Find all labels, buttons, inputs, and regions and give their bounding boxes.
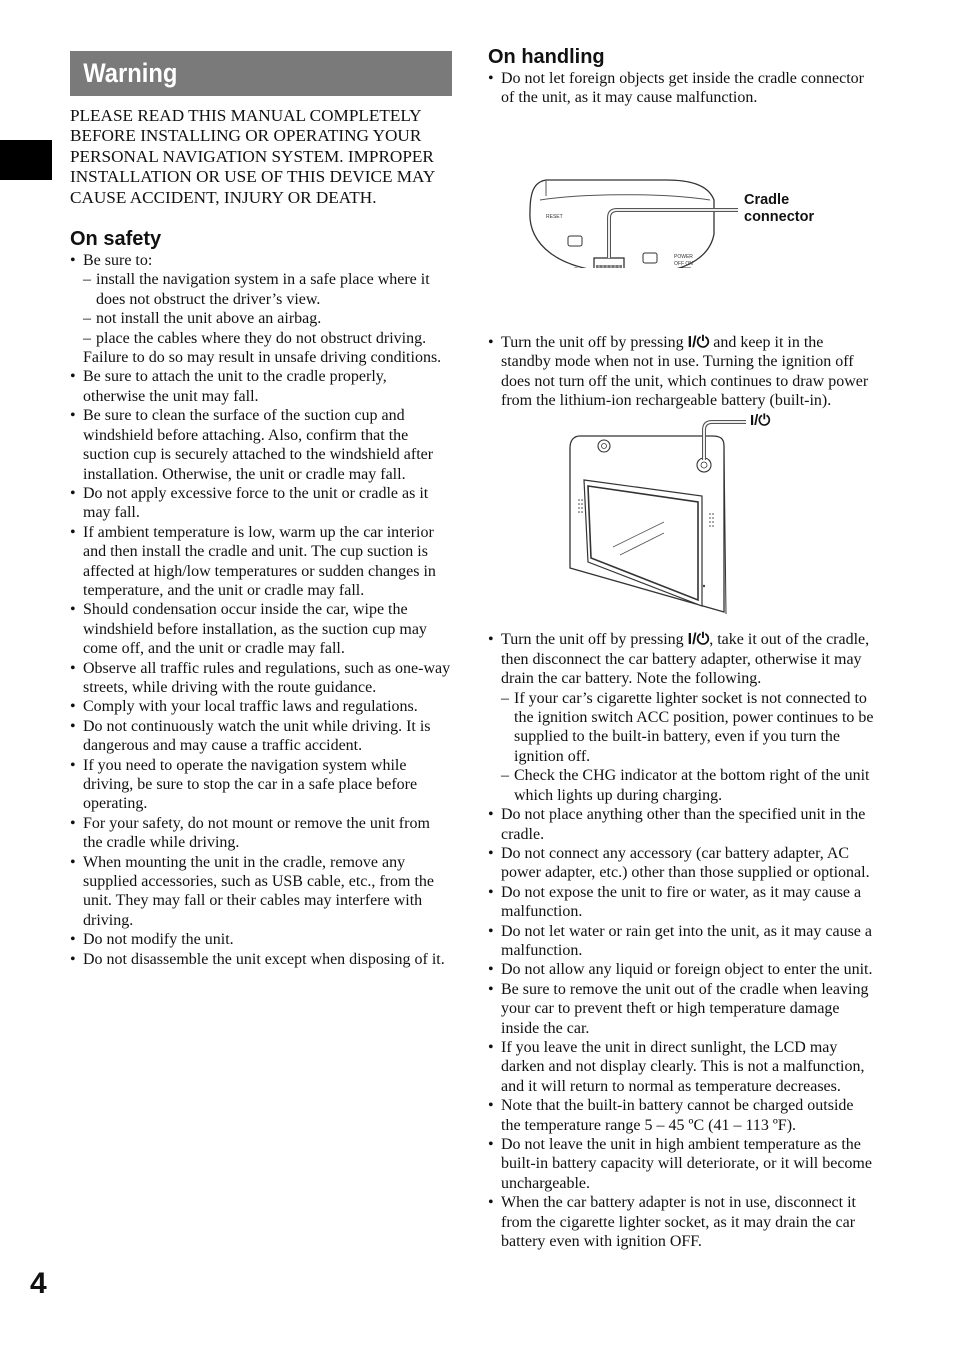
page-number: 4 <box>30 1267 47 1300</box>
reset-tiny-label: RESET <box>546 213 563 220</box>
list-item: • Do not continuously watch the unit while driving. It is dangerous and may cause a traffic accident. <box>70 717 452 756</box>
warning-banner <box>70 51 452 96</box>
power-icon: I/⏻ <box>687 631 710 649</box>
cradle-connector-figure <box>488 108 874 268</box>
list-item: • Do not allow any liquid or foreign object to enter the unit. <box>488 960 874 979</box>
callout-line-2: connector <box>744 209 815 226</box>
callout-line-1: Cradle <box>744 191 790 208</box>
handling-list-top <box>488 69 874 108</box>
list-item: • Comply with your local traffic laws and regulations. <box>70 697 452 716</box>
list-item: • Observe all traffic rules and regulations, such as one-way streets, while driving with the route guidance. <box>70 659 452 698</box>
list-item <box>70 251 452 367</box>
list-item: • Do not place anything other than the specified unit in the cradle. <box>488 805 874 844</box>
list-item: • Note that the built-in battery cannot be charged outside the temperature range 5 – 45 ºC (41 – 113 ºF). <box>488 1096 874 1135</box>
list-item: • Do not connect any accessory (car battery adapter, AC power adapter, etc.) other than those supplied or optional. <box>488 844 874 883</box>
list-item: • Do not apply excessive force to the unit or cradle as it may fall. <box>70 484 452 523</box>
list-item <box>488 333 874 411</box>
item-text-pre: Turn the unit off by pressing <box>501 333 688 351</box>
list-item: • For your safety, do not mount or remove the unit from the cradle while driving. <box>70 814 452 853</box>
list-item: • When the car battery adapter is not in use, disconnect it from the cigarette lighter socket, as it may drain the car battery even with ignition OFF. <box>488 1193 874 1251</box>
list-item: • Be sure to attach the unit to the cradle properly, otherwise the unit may fall. <box>70 367 452 406</box>
list-item: • If you need to operate the navigation system while driving, be sure to stop the car in a safe place before operating. <box>70 756 452 814</box>
be-sure-sublist <box>83 270 452 348</box>
safety-list <box>70 251 452 969</box>
list-item: • Do not expose the unit to fire or water, as it may cause a malfunction. <box>488 883 874 922</box>
handling-list-mid <box>488 333 874 411</box>
right-column <box>488 45 874 1251</box>
left-column <box>70 51 452 969</box>
cradle-connector-callout <box>744 192 814 227</box>
list-item <box>488 630 874 805</box>
item-text-post: and keep it in the standby mode when not in use. Turning the ignition off does not turn off the unit, which continues to draw power from the lithium-ion rechargeable battery (built-in). <box>501 333 869 410</box>
handling-list-bottom <box>488 630 874 1251</box>
list-item: • If you leave the unit in direct sunlight, the LCD may darken and not display clearly. This is not a malfunction, and it will return to normal as temperature decreases. <box>488 1038 874 1096</box>
sub-list-item: – If your car’s cigarette lighter socket is not connected to the ignition switch ACC position, power continues to be supplied to the built-in battery, even if you turn the ignition off. <box>501 689 874 767</box>
on-safety-heading: On safety <box>70 228 162 251</box>
section-tab-marker <box>0 140 52 180</box>
list-item: • If ambient temperature is low, warm up the car interior and then install the cradle and unit. The cup suction is affected at high/low temperatures or sudden changes in temperature, and the unit or cradle may fall. <box>70 523 452 601</box>
intro-warning-text: PLEASE READ THIS MANUAL COMPLETELY BEFORE INSTALLING OR OPERATING YOUR PERSONAL NAVIGATION SYSTEM. IMPROPER INSTALLATION OR USE OF THIS DEVICE MAY CAUSE ACCIDENT, INJURY OR DEATH. <box>70 106 435 207</box>
list-item: • Do not leave the unit in high ambient temperature as the built-in battery capacity will deteriorate, or it will become unchargeable. <box>488 1135 874 1193</box>
on-handling-heading: On handling <box>488 46 605 68</box>
sub-list-item: – place the cables where they do not obstruct driving. <box>83 329 452 348</box>
power-button-callout: I/⏻ <box>750 412 771 430</box>
power-tiny-label: POWER <box>674 253 693 260</box>
list-item: • When mounting the unit in the cradle, remove any supplied accessories, such as USB cable, etc., from the unit. They may fall or their cables may interfere with driving. <box>70 853 452 931</box>
unit-bottom-illustration <box>488 108 874 268</box>
list-item: • Do not modify the unit. <box>70 930 452 949</box>
list-item: • Be sure to clean the surface of the suction cup and windshield before attaching. Also, confirm that the suction cup is securely attached to the windshield after installation. Otherwise, the unit or cradle may fall. <box>70 406 452 484</box>
note-sublist <box>501 689 874 805</box>
page-title: Warning <box>83 58 178 88</box>
sub-list-item: – install the navigation system in a safe place where it does not obstruct the driver’s view. <box>83 270 452 309</box>
list-item: • Do not disassemble the unit except when disposing of it. <box>70 950 452 969</box>
power-button-figure <box>488 410 874 616</box>
unit-front-illustration <box>488 410 874 616</box>
sub-list-item: – Check the CHG indicator at the bottom right of the unit which lights up during charging. <box>501 766 874 805</box>
be-sure-note: Failure to do so may result in unsafe driving conditions. <box>83 349 442 367</box>
list-item: • Be sure to remove the unit out of the cradle when leaving your car to prevent theft or high temperature damage inside the car. <box>488 980 874 1038</box>
item-text-post: , take it out of the cradle, then disconnect the car battery adapter, otherwise it may drain the car battery. Note the following. <box>501 631 870 688</box>
list-item: • Do not let water or rain get into the unit, as it may cause a malfunction. <box>488 922 874 961</box>
power-icon: I/⏻ <box>687 333 710 351</box>
offon-tiny-label: OFF ON <box>674 260 693 267</box>
list-item: • Do not let foreign objects get inside the cradle connector of the unit, as it may cause malfunction. <box>488 69 874 108</box>
item-text-pre: Turn the unit off by pressing <box>501 631 688 649</box>
sub-list-item: – not install the unit above an airbag. <box>83 309 452 328</box>
list-item: • Should condensation occur inside the car, wipe the windshield before installation, as the suction cup may come off, and the unit or cradle may fall. <box>70 600 452 658</box>
be-sure-text: Be sure to: <box>83 252 153 270</box>
